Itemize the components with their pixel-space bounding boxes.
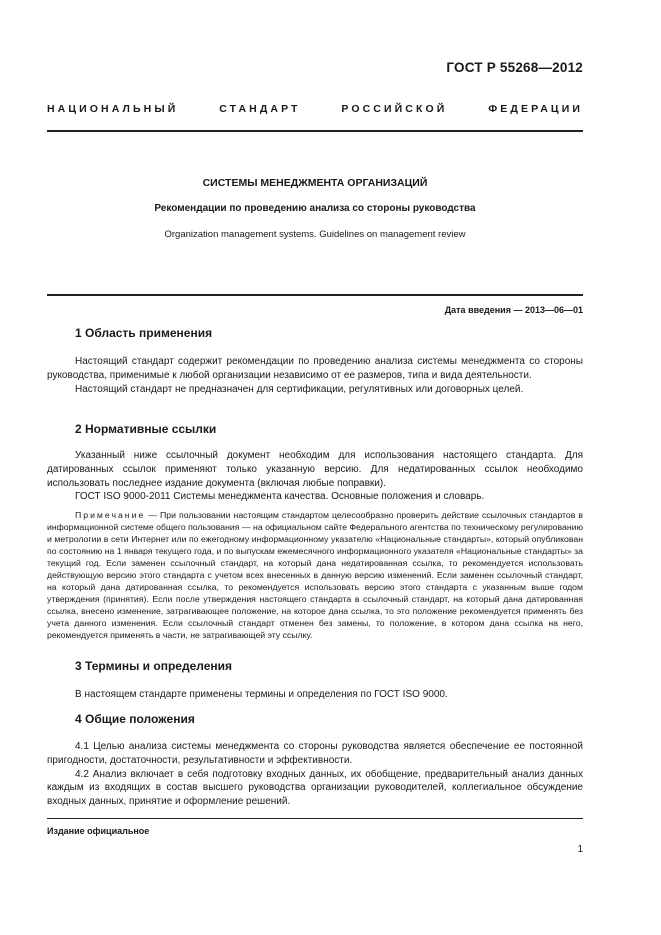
national-standard-banner: НАЦИОНАЛЬНЫЙ СТАНДАРТ РОССИЙСКОЙ ФЕДЕРАЦИИ <box>47 103 583 115</box>
section-1-body <box>47 355 583 396</box>
section-3-heading: 3 Термины и определения <box>75 659 233 673</box>
section-2-note <box>47 509 583 641</box>
section-3-paragraph-1: В настоящем стандарте применены термины и определения по ГОСТ ISO 9000. <box>75 689 448 700</box>
section-4-paragraph-2: 4.2 Анализ включает в себя подготовку входных данных, их обобщение, предварительный анализ данных каждым из входящих в состав высшего руководства организации руководителей, коллегиальное обсуждение входных данных, принятие и оформление решений. <box>47 768 583 808</box>
introduction-date: Дата введения — 2013—06—01 <box>444 305 583 315</box>
footer-rule <box>47 818 583 819</box>
page-number: 1 <box>577 844 583 855</box>
note-text: — При пользовании настоящим стандартом целесообразно проверить действие ссылочных стандартов в информационной системе общего пользования — на официальном сайте Федерального агентства по техническому регулированию и метрологии в сети Интернет или по ежегодному информационному указателю «Национальные стандарты», который опубликован по состоянию на 1 января текущего года, и по выпускам ежемесячного информационного указателя «Национальные стандарты» за текущий год. Если заменен ссылочный стандарт, на который дана недатированная ссылка, то рекомендуется использовать действующую версию этого стандарта с учетом всех внесенных в данную версию изменений. Если заменен ссылочный стандарт, на который дана датированная ссылка, то рекомендуется использовать версию этого стандарта с указанным выше годом утверждения (принятия). Если после утверждения настоящего стандарта в ссылочный стандарт, на который дана датированная ссылка, внесено изменение, затрагивающее положение, на которое дана ссылка, то это положение рекомендуется применять без учета данного изменения. Если ссылочный стандарт отменен без замены, то положение, в котором дана ссылка на него, рекомендуется применять в части, не затрагивающей эту ссылку. <box>47 510 583 640</box>
section-1-paragraph-1: Настоящий стандарт содержит рекомендации по проведению анализа системы менеджмента со стороны руководства, применимые к любой организации независимо от ее размеров, типа и вида деятельности. <box>47 356 583 381</box>
section-1-heading: 1 Область применения <box>75 326 213 340</box>
document-title-english: Organization management systems. Guidelines on management review <box>164 229 466 240</box>
section-2-paragraph-1: Указанный ниже ссылочный документ необходим для использования настоящего стандарта. Для датированных ссылок применяют только указанную версию. Для недатированных ссылок необходимо использовать последнее издание документа (включая любые поправки). <box>47 450 583 489</box>
standard-code: ГОСТ Р 55268—2012 <box>446 60 583 75</box>
section-4-paragraph-1: 4.1 Целью анализа системы менеджмента со стороны руководства является обеспечение ее постоянной пригодности, достаточности, результативности и эффективности. <box>47 741 583 766</box>
document-subtitle: Рекомендации по проведению анализа со стороны руководства <box>154 203 476 214</box>
section-4-body <box>47 740 583 809</box>
section-2-paragraph-2: ГОСТ ISO 9000-2011 Системы менеджмента качества. Основные положения и словарь. <box>75 491 485 503</box>
section-3-body <box>47 688 583 702</box>
section-2-body <box>47 449 583 504</box>
section-4-heading: 4 Общие положения <box>75 712 195 726</box>
section-2-heading: 2 Нормативные ссылки <box>75 422 217 436</box>
document-title: СИСТЕМЫ МЕНЕДЖМЕНТА ОРГАНИЗАЦИЙ <box>202 177 428 189</box>
title-rule <box>47 294 583 296</box>
edition-label: Издание официальное <box>47 826 150 836</box>
note-label: Примечание <box>75 510 146 520</box>
section-1-paragraph-2: Настоящий стандарт не предназначен для сертификации, регулятивных или договорных целей. <box>75 383 524 395</box>
header-rule <box>47 130 583 132</box>
